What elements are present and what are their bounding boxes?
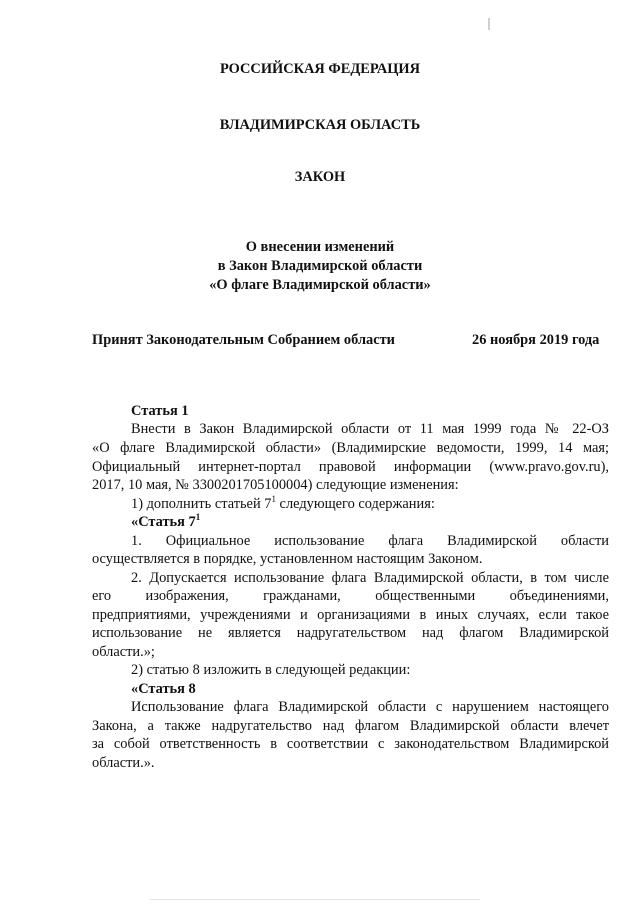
article-8-text: Использование флага Владимирской области с нарушением настоящего bbox=[131, 699, 609, 715]
new-article-paragraph-2: его изображения, гражданами, общественными объединениями, bbox=[92, 588, 609, 604]
new-article-heading-text: «Статья 7 bbox=[131, 514, 196, 530]
new-article-paragraph-1: 1. Официальное использование флага Владимирской области bbox=[131, 533, 609, 549]
region-heading: ВЛАДИМИРСКАЯ ОБЛАСТЬ bbox=[219, 117, 421, 133]
amendment-item-1-tail: следующего содержания: bbox=[275, 496, 435, 512]
federation-heading: РОССИЙСКАЯ ФЕДЕРАЦИЯ bbox=[219, 61, 421, 77]
new-article-paragraph-2: 2. Допускается использование флага Владимирской области, в том числе bbox=[131, 570, 609, 586]
article-8-text: за собой ответственность в соответствии с законодательством Владимирской bbox=[92, 736, 609, 752]
new-article-paragraph-2: предприятиями, учреждениями и организациями в иных случаях, если такое bbox=[92, 607, 609, 623]
document-type-heading: ЗАКОН bbox=[294, 169, 346, 185]
law-title-line-1: О внесении изменений bbox=[245, 239, 395, 255]
new-article-paragraph-2: использование не является надругательством над флагом Владимирской bbox=[92, 625, 609, 641]
article-8-heading: «Статья 8 bbox=[131, 681, 196, 697]
article-1-intro-line: Внести в Закон Владимирской области от 11 мая 1999 года № 22-ОЗ bbox=[131, 421, 609, 437]
law-title-line-3: «О флаге Владимирской области» bbox=[209, 277, 431, 293]
adoption-date: 26 ноября 2019 года bbox=[472, 332, 600, 348]
article-8-text: области.». bbox=[92, 755, 155, 771]
amendment-item-1-text: 1) дополнить статьей 7 bbox=[131, 496, 272, 512]
article-1-intro-line: Официальный интернет-портал правовой информации (www.pravo.gov.ru), bbox=[92, 459, 609, 475]
article-8-text: Закона, а также надругательство над флагом Владимирской области влечет bbox=[92, 718, 609, 734]
adopted-by: Принят Законодательным Собранием области bbox=[92, 332, 395, 348]
amendment-item-2: 2) статью 8 изложить в следующей редакции: bbox=[131, 662, 411, 678]
law-title-line-2: в Закон Владимирской области bbox=[217, 258, 423, 274]
superscript: 1 bbox=[195, 512, 201, 523]
new-article-paragraph-1: осуществляется в порядке, установленном настоящим Законом. bbox=[92, 551, 483, 567]
article-1-intro-line: 2017, 10 мая, № 3300201705100004) следующие изменения: bbox=[92, 477, 459, 493]
new-article-paragraph-2: области.»; bbox=[92, 644, 155, 660]
new-article-7-1-heading bbox=[131, 513, 200, 531]
amendment-item-1 bbox=[131, 495, 435, 513]
superscript: 1 bbox=[271, 494, 276, 505]
scan-mark-bottom bbox=[150, 899, 480, 900]
article-1-heading: Статья 1 bbox=[131, 403, 189, 419]
scan-mark-top-right bbox=[488, 18, 490, 30]
article-1-intro-line: «О флаге Владимирской области» (Владимирские ведомости, 1999, 14 мая; bbox=[92, 440, 609, 456]
